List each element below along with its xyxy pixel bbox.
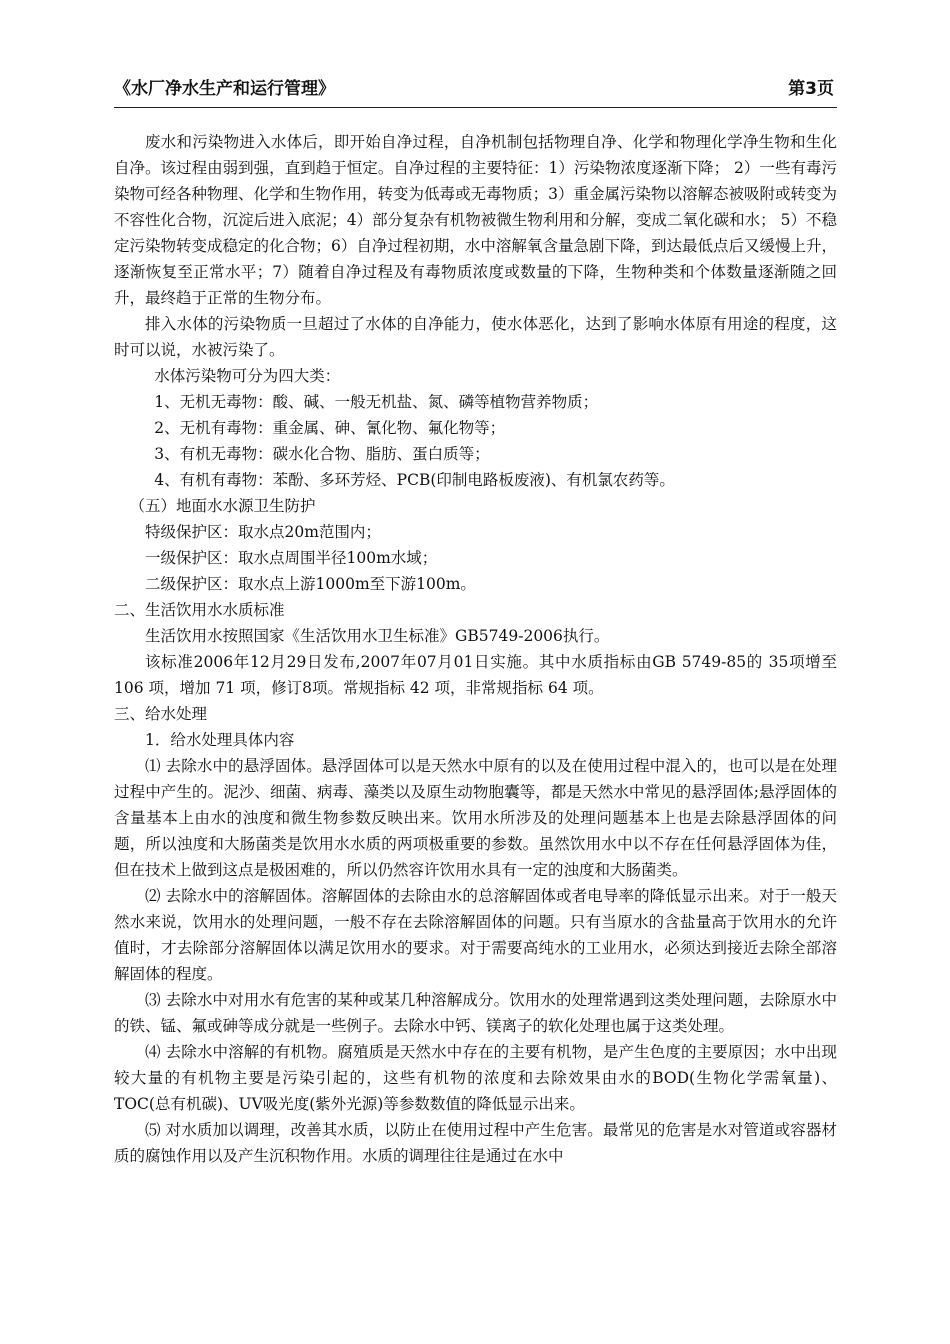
- page-header: [114, 74, 834, 104]
- list-item: 4、有机有毒物：苯酚、多环芳烃、PCB(印制电路板废液)、有机氯农药等。: [154, 471, 675, 489]
- list-intro: 水体污染物可分为四大类：: [154, 367, 341, 385]
- document-body: [114, 129, 837, 1169]
- page-number: 第3页: [788, 79, 834, 99]
- section-heading: 二、生活饮用水水质标准: [114, 601, 285, 619]
- paragraph: ⑶ 去除水中对用水有危害的某种或某几种溶解成分。饮用水的处理常遇到这类处理问题，去除原水中的铁、锰、氟或砷等成分就是一些例子。去除水中钙、镁离子的软化处理也属于这类处理。: [114, 991, 837, 1035]
- section-heading: （五）地面水水源卫生防护: [129, 497, 316, 515]
- section-heading: 三、给水处理: [114, 705, 208, 723]
- list-item: 1、无机无毒物：酸、碱、一般无机盐、氮、磷等植物营养物质；: [154, 393, 599, 411]
- list-item: 二级保护区：取水点上游1000m至下游100m。: [145, 575, 476, 593]
- list-item: 一级保护区：取水点周围半径100m水域；: [145, 549, 438, 567]
- subsection-heading: 1．给水处理具体内容: [145, 731, 295, 749]
- paragraph: ⑴ 去除水中的悬浮固体。悬浮固体可以是天然水中原有的以及在使用过程中混入的，也可以是在处理过程中产生的。泥沙、细菌、病毒、藻类以及原生动物胞囊等，都是天然水中常见的悬浮固体;悬浮固体的含量基本上由水的浊度和微生物参数反映出来。饮用水所涉及的处理问题基本上也是去除悬浮固体的问题，所以浊度和大肠菌类是饮用水水质的两项极重要的参数。虽然饮用水中以不存在任何悬浮固体为佳，但在技术上做到这点是极困难的，所以仍然容许饮用水具有一定的浊度和大肠菌类。: [114, 757, 837, 879]
- paragraph: ⑷ 去除水中溶解的有机物。腐殖质是天然水中存在的主要有机物，是产生色度的主要原因；水中出现较大量的有机物主要是污染引起的，这些有机物的浓度和去除效果由水的BOD(生物化学需氧量)、TOC(总有机碳)、UV吸光度(紫外光源)等参数数值的降低显示出来。: [114, 1043, 837, 1113]
- paragraph: ⑸ 对水质加以调理，改善其水质，以防止在使用过程中产生危害。最常见的危害是水对管道或容器材质的腐蚀作用以及产生沉积物作用。水质的调理往往是通过在水中: [114, 1121, 837, 1165]
- paragraph: 废水和污染物进入水体后，即开始自净过程，自净机制包括物理自净、化学和物理化学净生物和生化自净。该过程由弱到强，直到趋于恒定。自净过程的主要特征：1）污染物浓度逐渐下降； 2）一些有毒污染物可经各种物理、化学和生物作用，转变为低毒或无毒物质；3）重金属污染物以溶解态被吸附或转变为不容性化合物，沉淀后进入底泥；4）部分复杂有机物被微生物利用和分解，变成二氧化碳和水； 5）不稳定污染物转变成稳定的化合物；6）自净过程初期，水中溶解氧含量急剧下降，到达最低点后又缓慢上升，逐渐恢复至正常水平；7）随着自净过程及有毒物质浓度或数量的下降，生物种类和个体数量逐渐随之回升，最终趋于正常的生物分布。: [114, 133, 837, 307]
- list-item: 2、无机有毒物：重金属、砷、氰化物、氟化物等；: [154, 419, 506, 437]
- document-title: 《水厂净水生产和运行管理》: [114, 79, 335, 99]
- paragraph: ⑵ 去除水中的溶解固体。溶解固体的去除由水的总溶解固体或者电导率的降低显示出来。对于一般天然水来说，饮用水的处理问题，一般不存在去除溶解固体的问题。只有当原水的含盐量高于饮用水的允许值时，才去除部分溶解固体以满足饮用水的要求。对于需要高纯水的工业用水，必须达到接近去除全部溶解固体的程度。: [114, 887, 837, 983]
- paragraph: 排入水体的污染物质一旦超过了水体的自净能力，使水体恶化，达到了影响水体原有用途的程度，这时可以说，水被污染了。: [114, 315, 837, 359]
- list-item: 3、有机无毒物：碳水化合物、脂肪、蛋白质等；: [154, 445, 490, 463]
- header-divider: [114, 107, 837, 108]
- list-item: 特级保护区：取水点20m范围内；: [145, 523, 381, 541]
- paragraph: 该标准2006年12月29日发布,2007年07月01日实施。其中水质指标由GB 5749-85的 35项增至 106 项，增加 71 项，修订8项。常规指标 42 项，非常规指标 64 项。: [114, 653, 837, 697]
- paragraph: 生活饮用水按照国家《生活饮用水卫生标准》GB5749-2006执行。: [145, 627, 610, 645]
